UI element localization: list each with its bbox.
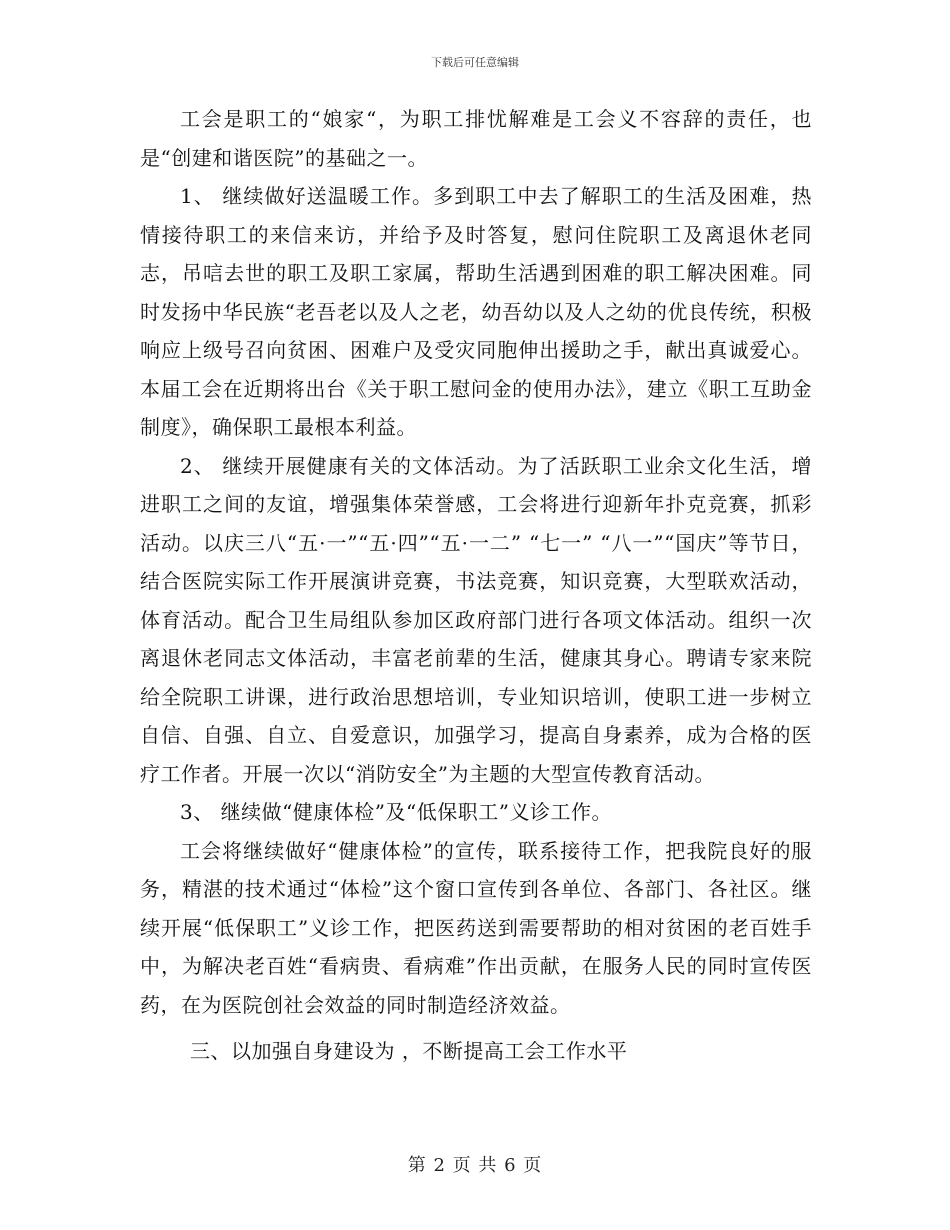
paragraph-intro: 工会是职工的“娘家“，为职工排忧解难是工会义不容辞的责任，也是“创建和谐医院”的基础之一。 xyxy=(140,107,812,170)
document-body xyxy=(140,100,812,1071)
paragraph-item-3: 3、 继续做“健康体检”及“低保职工”义诊工作。 xyxy=(180,800,612,824)
page-number: 第 2 页 共 6 页 xyxy=(407,1155,543,1176)
paragraph-item-1: 1、 继续做好送温暖工作。多到职工中去了解职工的生活及困难，热情接待职工的来信来访，并给予及时答复，慰问住院职工及离退休老同志，吊唁去世的职工及职工家属，帮助生活遇到困难的职工解决困难。同时发扬中华民族“老吾老以及人之老，幼吾幼以及人之幼的优良传统，积极响应上级号召向贫困、困难户及受灾同胞伸出援助之手，献出真诚爱心。本届工会在近期将出台《关于职工慰问金的使用办法》，建立《职工互助金制度》，确保职工最根本利益。 xyxy=(140,184,812,439)
paragraph-checkup: 工会将继续做好“健康体检”的宣传，联系接待工作，把我院良好的服务，精湛的技术通过“体检”这个窗口宣传到各单位、各部门、各社区。继续开展“低保职工”义诊工作，把医药送到需要帮助的相对贫困的老百姓手中，为解决老百姓“看病贵、看病难”作出贡献，在服务人民的同时宣传医药，在为医院创社会效益的同时制造经济效益。 xyxy=(140,838,812,1017)
paragraph-item-2: 2、 继续开展健康有关的文体活动。为了活跃职工业余文化生活，增进职工之间的友谊，增强集体荣誉感，工会将进行迎新年扑克竞赛，抓彩活动。以庆三八“五·一”“五·四”“五·一二” “七一” “八一”“国庆”等节日，结合医院实际工作开展演讲竞赛，书法竞赛，知识竞赛，大型联欢活动，体育活动。配合卫生局组队参加区政府部门进行各项文体活动。组织一次离退休老同志文体活动，丰富老前辈的生活，健康其身心。聘请专家来院给全院职工讲课，进行政治思想培训，专业知识培训，使职工进一步树立自信、自强、自立、自爱意识，加强学习，提高自身素养，成为合格的医疗工作者。开展一次以“消防安全”为主题的大型宣传教育活动。 xyxy=(140,453,812,786)
page-header: 下载后可任意编辑 xyxy=(431,56,519,69)
section-heading: 三、以加强自身建设为 ，不断提高工会工作水平 xyxy=(190,1039,628,1063)
